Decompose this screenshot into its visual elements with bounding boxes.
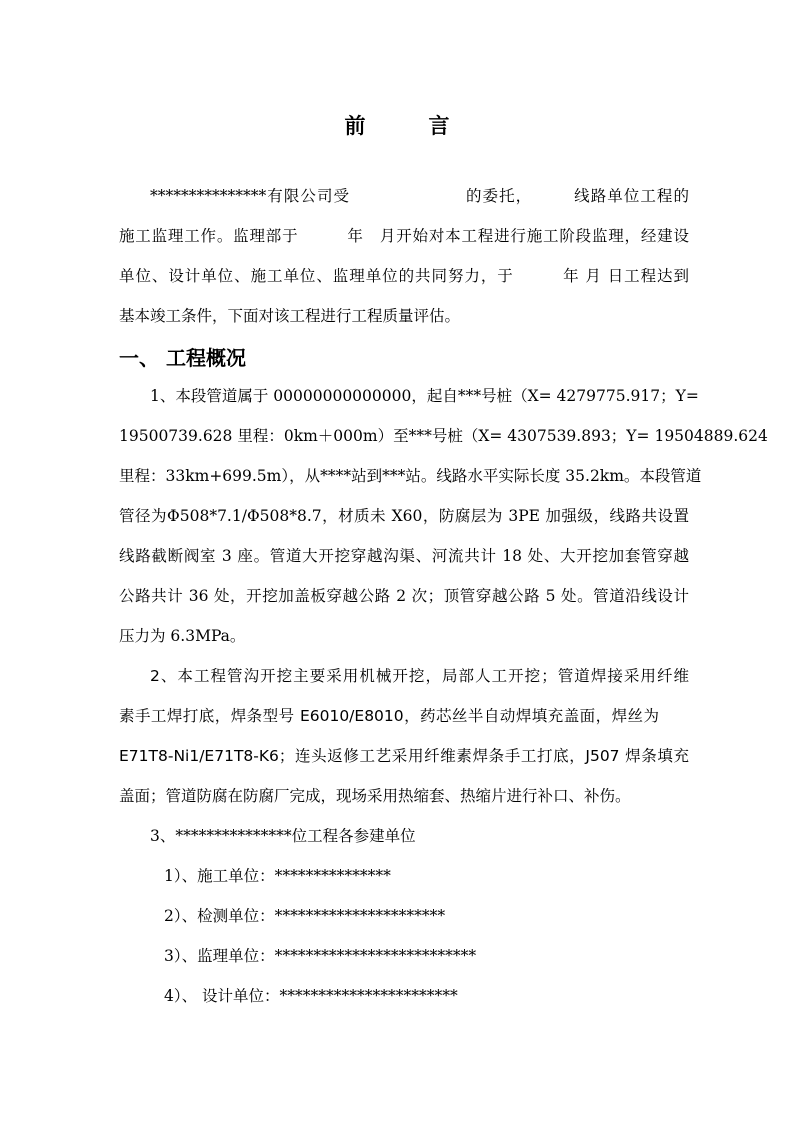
unit-supervision: 3）、监理单位：************************** xyxy=(164,947,477,965)
preface-line-4: 基本竣工条件，下面对该工程进行工程质量评估。 xyxy=(119,307,461,325)
unit-design: 4）、 设计单位：*********************** xyxy=(164,987,458,1005)
para1-line-6: 公路共计 36 处，开挖加盖板穿越公路 2 次；顶管穿越公路 5 处。管道沿线设计 xyxy=(119,587,689,605)
para1-line-7: 压力为 6.3MPa。 xyxy=(119,627,246,645)
para1-line-4: 管径为Φ508*7.1/Φ508*8.7，材质未 X60，防腐层为 3PE 加强级，线路共设置 xyxy=(119,507,689,525)
para2-line-3: E71T8-Ni1/E71T8-K6；连头返修工艺采用纤维素焊条手工打底，J507 焊条填充 xyxy=(119,747,689,765)
para3-heading: 3、***************位工程各参建单位 xyxy=(150,827,416,845)
unit-inspection: 2）、检测单位：********************** xyxy=(164,907,446,925)
unit-construction: 1）、施工单位：*************** xyxy=(164,867,391,885)
preface-line-2: 施工监理工作。监理部于 年 月开始对本工程进行施工阶段监理，经建设 xyxy=(119,227,689,245)
para1-line-1: 1、本段管道属于 00000000000000，起自***号桩（X= 4279775.917；Y= xyxy=(150,387,699,405)
para1-line-3: 里程：33km+699.5m），从****站到***站。线路水平实际长度 35.2km。本段管道 xyxy=(119,467,702,485)
para2-line-4: 盖面；管道防腐在防腐厂完成，现场采用热缩套、热缩片进行补口、补伤。 xyxy=(119,787,631,805)
para1-line-2: 19500739.628 里程：0km＋000m）至***号桩（X= 4307539.893；Y= 19504889.624 xyxy=(119,427,768,445)
para2-line-1: 2、本工程管沟开挖主要采用机械开挖，局部人工开挖；管道焊接采用纤维 xyxy=(150,667,689,685)
page-title: 前 言 xyxy=(344,114,450,138)
section-heading: 一、 工程概况 xyxy=(119,346,246,370)
preface-line-1: ***************有限公司受 的委托， 线路单位工程的 xyxy=(150,187,689,205)
para2-line-2: 素手工焊打底，焊条型号 E6010/E8010，药芯丝半自动焊填充盖面，焊丝为 xyxy=(119,707,659,725)
preface-line-3: 单位、设计单位、施工单位、监理单位的共同努力，于 年 月 日工程达到 xyxy=(119,267,689,285)
para1-line-5: 线路截断阀室 3 座。管道大开挖穿越沟渠、河流共计 18 处、大开挖加套管穿越 xyxy=(119,547,689,565)
